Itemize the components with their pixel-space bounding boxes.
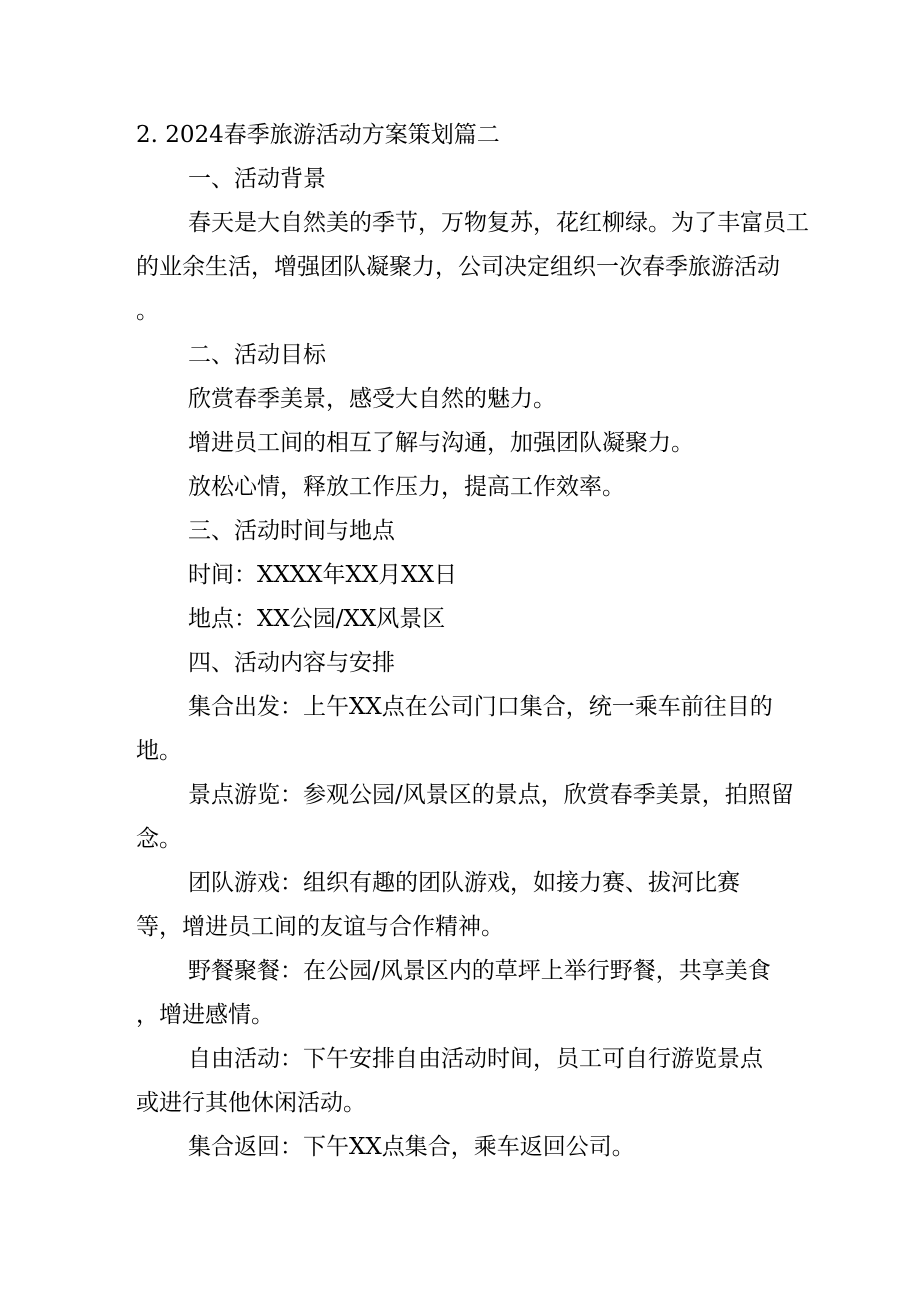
paragraph-line: 景点游览：参观公园/风景区的景点，欣赏春季美景，拍照留 — [188, 782, 794, 808]
section-heading: 一、活动背景 — [188, 166, 326, 192]
paragraph-line: 念。 — [136, 826, 182, 852]
paragraph-line: 增进员工间的相互了解与沟通，加强团队凝聚力。 — [188, 430, 694, 456]
document-title: 2. 2024春季旅游活动方案策划篇二 — [136, 122, 500, 148]
paragraph-line: ，增进感情。 — [136, 1002, 274, 1028]
paragraph-line: 地点：XX公园/XX风景区 — [188, 606, 446, 632]
section-heading: 四、活动内容与安排 — [188, 650, 395, 676]
paragraph-line: 等，增进员工间的友谊与合作精神。 — [136, 914, 504, 940]
paragraph-line: 欣赏春季美景，感受大自然的魅力。 — [188, 386, 556, 412]
paragraph-line: 集合出发：上午XX点在公司门口集合，统一乘车前往目的 — [188, 694, 773, 720]
paragraph-line: 。 — [136, 298, 159, 324]
paragraph-line: 自由活动：下午安排自由活动时间，员工可自行游览景点 — [188, 1046, 763, 1072]
paragraph-line: 地。 — [136, 738, 182, 764]
section-heading: 三、活动时间与地点 — [188, 518, 395, 544]
paragraph-line: 时间：XXXX年XX月XX日 — [188, 562, 457, 588]
paragraph-line: 集合返回：下午XX点集合，乘车返回公司。 — [188, 1134, 635, 1160]
section-heading: 二、活动目标 — [188, 342, 326, 368]
paragraph-line: 或进行其他休闲活动。 — [136, 1090, 366, 1116]
paragraph-line: 放松心情，释放工作压力，提高工作效率。 — [188, 474, 625, 500]
paragraph-line: 野餐聚餐：在公园/风景区内的草坪上举行野餐，共享美食 — [188, 958, 771, 984]
paragraph-line: 春天是大自然美的季节，万物复苏，花红柳绿。为了丰富员工 — [188, 210, 809, 236]
paragraph-line: 团队游戏：组织有趣的团队游戏，如接力赛、拔河比赛 — [188, 870, 740, 896]
paragraph-line: 的业余生活，增强团队凝聚力，公司决定组织一次春季旅游活动 — [136, 254, 780, 280]
